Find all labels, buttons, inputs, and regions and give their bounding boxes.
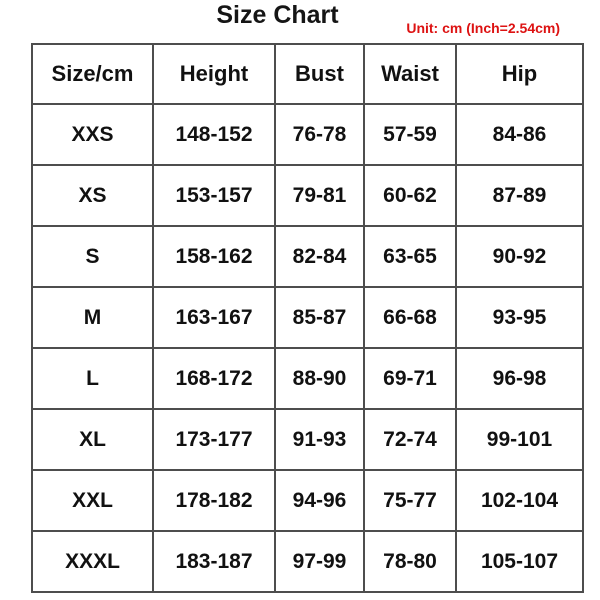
column-header-height: Height	[153, 44, 275, 104]
hip-cell: 84-86	[456, 104, 583, 165]
column-header-size: Size/cm	[32, 44, 153, 104]
hip-cell: 90-92	[456, 226, 583, 287]
height-cell: 183-187	[153, 531, 275, 592]
hip-cell: 105-107	[456, 531, 583, 592]
hip-cell: 87-89	[456, 165, 583, 226]
page-title: Size Chart	[216, 1, 339, 29]
waist-cell: 66-68	[364, 287, 456, 348]
column-header-waist: Waist	[364, 44, 456, 104]
hip-cell: 99-101	[456, 409, 583, 470]
table-row-l	[32, 348, 583, 409]
height-cell: 153-157	[153, 165, 275, 226]
waist-cell: 63-65	[364, 226, 456, 287]
waist-cell: 69-71	[364, 348, 456, 409]
column-header-hip: Hip	[456, 44, 583, 104]
table-row-xxxl	[32, 531, 583, 592]
bust-cell: 94-96	[275, 470, 364, 531]
hip-cell: 102-104	[456, 470, 583, 531]
size-chart-table	[31, 43, 584, 593]
bust-cell: 76-78	[275, 104, 364, 165]
size-cell: L	[32, 348, 153, 409]
unit-note: Unit: cm (Inch=2.54cm)	[406, 20, 560, 36]
bust-cell: 91-93	[275, 409, 364, 470]
table-row-s	[32, 226, 583, 287]
size-cell: S	[32, 226, 153, 287]
bust-cell: 85-87	[275, 287, 364, 348]
waist-cell: 78-80	[364, 531, 456, 592]
waist-cell: 60-62	[364, 165, 456, 226]
table-row-xs	[32, 165, 583, 226]
bust-cell: 97-99	[275, 531, 364, 592]
height-cell: 148-152	[153, 104, 275, 165]
waist-cell: 57-59	[364, 104, 456, 165]
height-cell: 158-162	[153, 226, 275, 287]
table-row-m	[32, 287, 583, 348]
hip-cell: 93-95	[456, 287, 583, 348]
table-row-xxl	[32, 470, 583, 531]
size-cell: XXXL	[32, 531, 153, 592]
table-row-xl	[32, 409, 583, 470]
size-cell: M	[32, 287, 153, 348]
size-cell: XS	[32, 165, 153, 226]
size-cell: XXS	[32, 104, 153, 165]
size-cell: XXL	[32, 470, 153, 531]
waist-cell: 75-77	[364, 470, 456, 531]
height-cell: 178-182	[153, 470, 275, 531]
bust-cell: 79-81	[275, 165, 364, 226]
table-row-xxs	[32, 104, 583, 165]
waist-cell: 72-74	[364, 409, 456, 470]
column-header-bust: Bust	[275, 44, 364, 104]
height-cell: 168-172	[153, 348, 275, 409]
bust-cell: 82-84	[275, 226, 364, 287]
height-cell: 163-167	[153, 287, 275, 348]
height-cell: 173-177	[153, 409, 275, 470]
hip-cell: 96-98	[456, 348, 583, 409]
bust-cell: 88-90	[275, 348, 364, 409]
header-row	[32, 44, 583, 104]
size-cell: XL	[32, 409, 153, 470]
